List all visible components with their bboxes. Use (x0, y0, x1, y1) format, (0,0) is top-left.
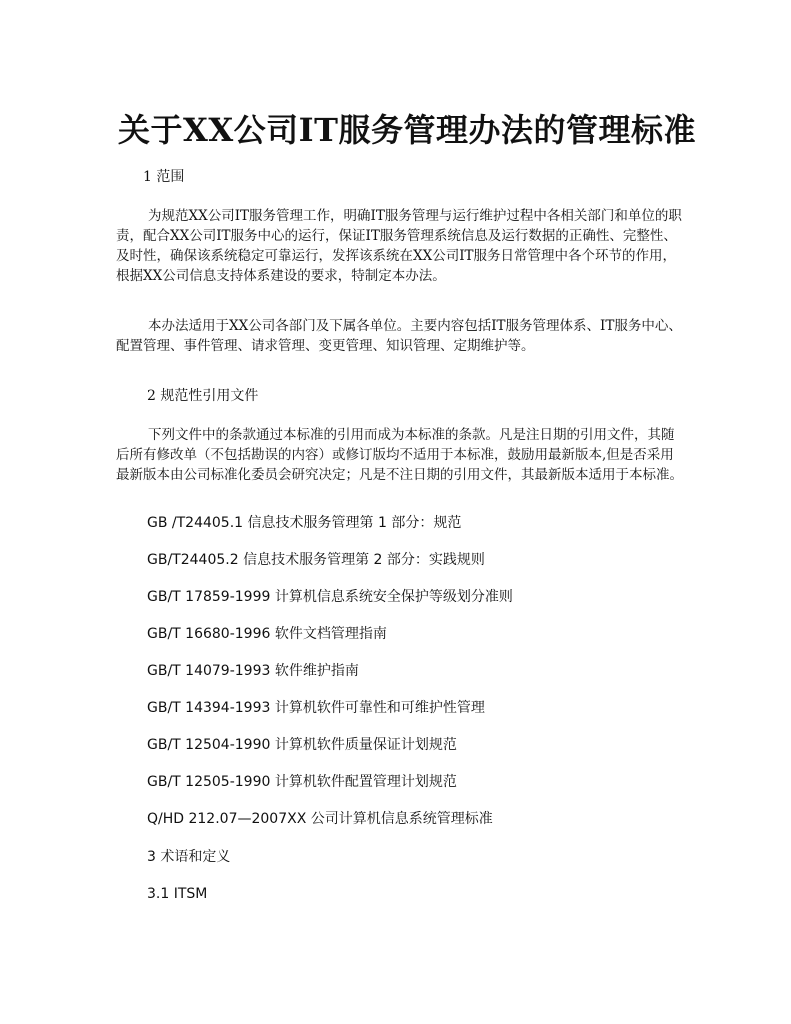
document-title: 关于XX公司IT服务管理办法的管理标准 (118, 111, 696, 149)
section-1-heading: 1 范围 (143, 169, 185, 185)
reference-item: GB/T 14394-1993 计算机软件可靠性和可维护性管理 (147, 700, 485, 716)
reference-item: GB/T 12504-1990 计算机软件质量保证计划规范 (147, 737, 457, 753)
reference-list (147, 512, 513, 845)
section-2-heading: 2 规范性引用文件 (147, 388, 259, 404)
reference-item: GB/T 17859-1999 计算机信息系统安全保护等级划分准则 (147, 589, 513, 605)
section-3-heading: 3 术语和定义 (147, 849, 231, 865)
reference-item: GB /T24405.1 信息技术服务管理第 1 部分：规范 (147, 515, 462, 531)
reference-item: GB/T 14079-1993 软件维护指南 (147, 663, 359, 679)
reference-item: GB/T 16680-1996 软件文档管理指南 (147, 626, 387, 642)
reference-item: GB/T24405.2 信息技术服务管理第 2 部分：实践规则 (147, 552, 485, 568)
section-2-paragraph-1: 下列文件中的条款通过本标准的引用而成为本标准的条款。凡是注日期的引用文件，其随后所有修改单（不包括勘误的内容）或修订版均不适用于本标准，鼓励用最新版本,但是否采用最新版本由公司标准化委员会研究决定；凡是不注日期的引用文件，其最新版本适用于本标准。 (116, 427, 683, 483)
reference-item: GB/T 12505-1990 计算机软件配置管理计划规范 (147, 774, 457, 790)
section-3-1-heading: 3.1 ITSM (147, 886, 208, 902)
section-1-paragraph-1: 为规范XX公司IT服务管理工作，明确IT服务管理与运行维护过程中各相关部门和单位的职责，配合XX公司IT服务中心的运行，保证IT服务管理系统信息及运行数据的正确性、完整性、及时性，确保该系统稳定可靠运行，发挥该系统在XX公司IT服务日常管理中各个环节的作用，根据XX公司信息支持体系建设的要求，特制定本办法。 (116, 208, 682, 284)
reference-item: Q/HD 212.07—2007XX 公司计算机信息系统管理标准 (147, 811, 493, 827)
section-1-paragraph-2: 本办法适用于XX公司各部门及下属各单位。主要内容包括IT服务管理体系、IT服务中心、配置管理、事件管理、请求管理、变更管理、知识管理、定期维护等。 (116, 318, 682, 354)
